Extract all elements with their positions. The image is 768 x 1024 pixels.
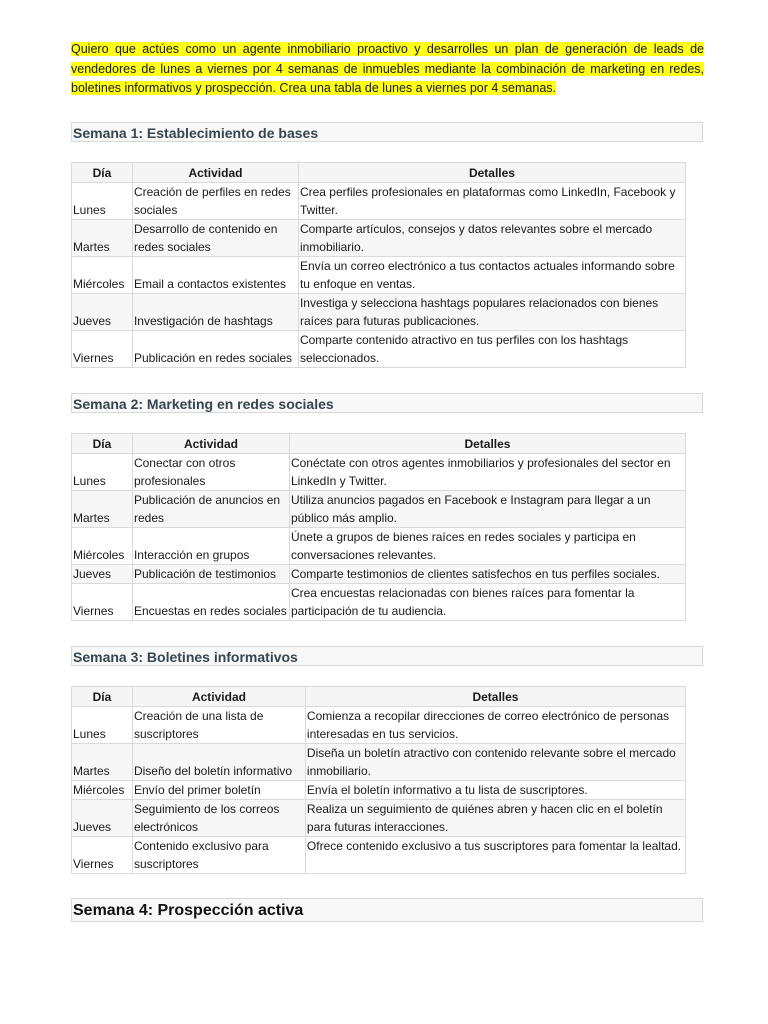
week-2-section [71, 393, 703, 621]
cell-activity: Publicación de testimonios [132, 565, 289, 584]
cell-details: Realiza un seguimiento de quiénes abren y hacen clic en el boletín para futuras interacciones. [305, 800, 685, 837]
header-day: Día [72, 687, 133, 707]
cell-details: Crea perfiles profesionales en plataformas como LinkedIn, Facebook y Twitter. [298, 183, 685, 220]
cell-activity: Diseño del boletín informativo [132, 744, 305, 781]
cell-day: Lunes [72, 707, 133, 744]
table-row [72, 565, 686, 584]
cell-details: Crea encuestas relacionadas con bienes raíces para fomentar la participación de tu audiencia. [289, 584, 685, 621]
cell-day: Jueves [72, 565, 133, 584]
table-row [72, 781, 686, 800]
table-row [72, 491, 686, 528]
cell-day: Martes [72, 220, 133, 257]
cell-day: Lunes [72, 183, 133, 220]
header-details: Detalles [298, 163, 685, 183]
table-header-row [72, 434, 686, 454]
table-row [72, 528, 686, 565]
week-2-heading: Semana 2: Marketing en redes sociales [71, 393, 703, 413]
cell-details: Comparte testimonios de clientes satisfechos en tus perfiles sociales. [289, 565, 685, 584]
cell-activity: Seguimiento de los correos electrónicos [132, 800, 305, 837]
highlighted-prompt: Quiero que actúes como un agente inmobiliario proactivo y desarrolles un plan de generación de leads de vendedores de lunes a viernes por 4 semanas de inmuebles mediante la combinación de marketing en redes, boletines informativos y prospección. Crea una tabla de lunes a viernes por 4 semanas. [71, 42, 704, 95]
table-row [72, 744, 686, 781]
cell-details: Comparte artículos, consejos y datos relevantes sobre el mercado inmobiliario. [298, 220, 685, 257]
cell-details: Diseña un boletín atractivo con contenido relevante sobre el mercado inmobiliario. [305, 744, 685, 781]
cell-details: Únete a grupos de bienes raíces en redes sociales y participa en conversaciones relevantes. [289, 528, 685, 565]
week-4-heading: Semana 4: Prospección activa [71, 898, 703, 922]
cell-day: Viernes [72, 584, 133, 621]
cell-activity: Interacción en grupos [132, 528, 289, 565]
week-1-section [71, 122, 703, 368]
header-details: Detalles [289, 434, 685, 454]
week-1-heading: Semana 1: Establecimiento de bases [71, 122, 703, 142]
header-activity: Actividad [132, 687, 305, 707]
cell-day: Viernes [72, 837, 133, 874]
table-row [72, 220, 686, 257]
cell-activity: Creación de perfiles en redes sociales [132, 183, 298, 220]
cell-activity: Envío del primer boletín [132, 781, 305, 800]
cell-day: Jueves [72, 294, 133, 331]
header-day: Día [72, 163, 133, 183]
cell-activity: Investigación de hashtags [132, 294, 298, 331]
table-row [72, 707, 686, 744]
cell-day: Miércoles [72, 528, 133, 565]
cell-activity: Email a contactos existentes [132, 257, 298, 294]
cell-activity: Publicación en redes sociales [132, 331, 298, 368]
table-row [72, 294, 686, 331]
week-1-table [71, 162, 686, 368]
cell-activity: Conectar con otros profesionales [132, 454, 289, 491]
cell-activity: Desarrollo de contenido en redes sociales [132, 220, 298, 257]
cell-activity: Creación de una lista de suscriptores [132, 707, 305, 744]
cell-details: Comparte contenido atractivo en tus perfiles con los hashtags seleccionados. [298, 331, 685, 368]
document-page [71, 40, 704, 99]
table-row [72, 800, 686, 837]
cell-day: Lunes [72, 454, 133, 491]
week-3-table [71, 686, 686, 874]
cell-day: Martes [72, 744, 133, 781]
table-row [72, 183, 686, 220]
week-4-section [71, 898, 703, 922]
cell-activity: Encuestas en redes sociales [132, 584, 289, 621]
week-3-section [71, 646, 703, 874]
cell-details: Comienza a recopilar direcciones de correo electrónico de personas interesadas en tus servicios. [305, 707, 685, 744]
cell-day: Martes [72, 491, 133, 528]
table-row [72, 837, 686, 874]
cell-details: Envía el boletín informativo a tu lista de suscriptores. [305, 781, 685, 800]
cell-day: Viernes [72, 331, 133, 368]
cell-details: Conéctate con otros agentes inmobiliarios y profesionales del sector en LinkedIn y Twitter. [289, 454, 685, 491]
intro-paragraph [71, 40, 704, 99]
table-row [72, 584, 686, 621]
table-header-row [72, 687, 686, 707]
cell-details: Envía un correo electrónico a tus contactos actuales informando sobre tu enfoque en ventas. [298, 257, 685, 294]
table-row [72, 454, 686, 491]
cell-details: Utiliza anuncios pagados en Facebook e Instagram para llegar a un público más amplio. [289, 491, 685, 528]
cell-activity: Contenido exclusivo para suscriptores [132, 837, 305, 874]
cell-activity: Publicación de anuncios en redes [132, 491, 289, 528]
table-row [72, 257, 686, 294]
header-details: Detalles [305, 687, 685, 707]
header-day: Día [72, 434, 133, 454]
week-3-heading: Semana 3: Boletines informativos [71, 646, 703, 666]
header-activity: Actividad [132, 163, 298, 183]
cell-day: Miércoles [72, 781, 133, 800]
header-activity: Actividad [132, 434, 289, 454]
table-header-row [72, 163, 686, 183]
table-row [72, 331, 686, 368]
cell-day: Jueves [72, 800, 133, 837]
cell-details: Investiga y selecciona hashtags populares relacionados con bienes raíces para futuras publicaciones. [298, 294, 685, 331]
cell-day: Miércoles [72, 257, 133, 294]
cell-details: Ofrece contenido exclusivo a tus suscriptores para fomentar la lealtad. [305, 837, 685, 874]
week-2-table [71, 433, 686, 621]
